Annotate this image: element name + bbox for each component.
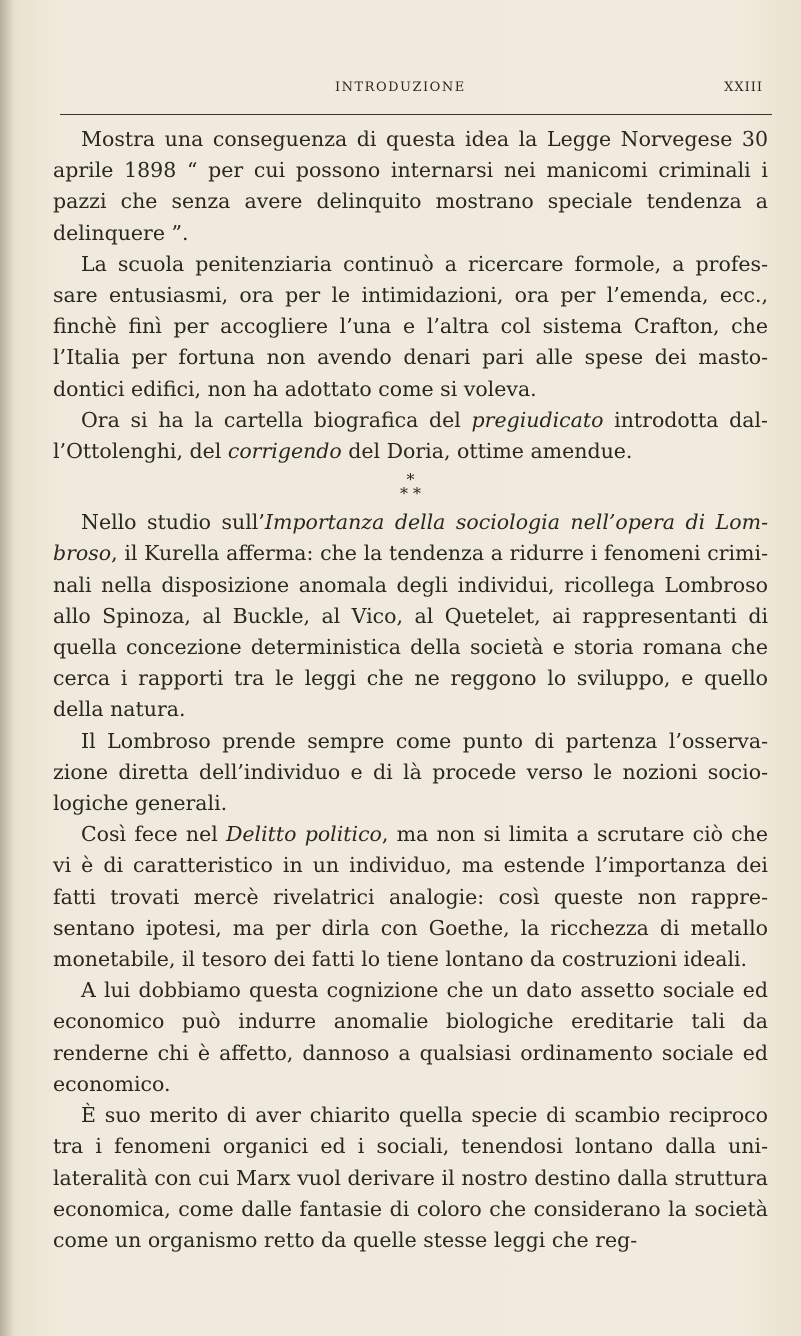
page-header <box>95 80 763 104</box>
paragraph-2: La scuola penitenziaria continuò a ricercare formole, a professare entusiasmi, ora per le intimidazioni, ora per l’emenda, ecc., finchè finì per accogliere l’una e l’altra col sistema Crafton, che l’Italia per fortuna non avendo denari pari alle spese dei mastodontici edifici, non ha adottato come si voleva. <box>53 251 768 401</box>
running-head: INTRODUZIONE <box>335 80 466 95</box>
asterisk-bottom: * * <box>399 484 422 504</box>
paragraph-8: È suo merito di aver chiarito quella specie di scambio reciproco tra i fenomeni organici ed i sociali, tenendosi lontano dalla unilateralità con cui Marx vuol derivare il nostro destino dalla struttura economica, come dalle fantasie di coloro che considerano la società come un organismo retto da quelle stesse leggi che reg- <box>53 1103 768 1252</box>
paragraph-7: A lui dobbiamo questa cognizione che un dato assetto sociale ed economico può indurre anomalie biologiche ereditarie tali da renderne chi è affetto, dannoso a qualsiasi ordinamento sociale ed economico. <box>53 978 768 1096</box>
italic-term-corrigendo: corrigendo <box>227 439 342 464</box>
section-divider-asterisks <box>53 470 768 504</box>
paragraph-5: Il Lombroso prende sempre come punto di partenza l’osservazione diretta dell’individuo e di là procede verso le nozioni sociologiche generali. <box>53 728 768 816</box>
page-number: XXIII <box>724 80 763 95</box>
asterisk-top: * <box>406 470 415 490</box>
italic-title: Importanza della sociologia nell’opera di Lombroso <box>53 510 768 566</box>
body-text <box>53 124 768 1256</box>
header-rule <box>60 114 772 115</box>
paragraph-4: Nello studio sull’Importanza della sociologia nell’opera di Lombroso, il Kurella afferma: che la tendenza a ridurre i fenomeni criminali nella disposizione anomala degli individui, ricollega Lombroso allo Spinoza, al Buckle, al Vico, al Quetelet, ai rappresentanti di quella concezione deterministica della società e storia romana che cerca i rapporti tra le leggi che ne reggono lo sviluppo, e quello della natura. <box>53 510 768 722</box>
paragraph-6: Così fece nel Delitto politico, ma non si limita a scrutare ciò che vi è di caratteristico in un individuo, ma estende l’importanza dei fatti trovati mercè rivelatrici analogie: così queste non rappresentano ipotesi, ma per dirla con Goethe, la ricchezza di metallo monetabile, il tesoro dei fatti lo tiene lontano da costruzioni ideali. <box>53 822 769 972</box>
italic-term-pregiudicato: pregiudicato <box>471 407 604 432</box>
paragraph-3: Ora si ha la cartella biografica del pregiudicato introdotta dall’Ottolenghi, del corrigendo del Doria, ottime amendue. <box>53 407 768 464</box>
paragraph-1: Mostra una conseguenza di questa idea la Legge Norvegese 30 aprile 1898 “ per cui possono internarsi nei manicomi criminali i pazzi che senza avere delinquito mostrano speciale tendenza a delinquere ”. <box>53 127 768 245</box>
page-gutter-shadow <box>0 0 14 1336</box>
italic-title-delitto-politico: Delitto politico <box>225 822 382 847</box>
